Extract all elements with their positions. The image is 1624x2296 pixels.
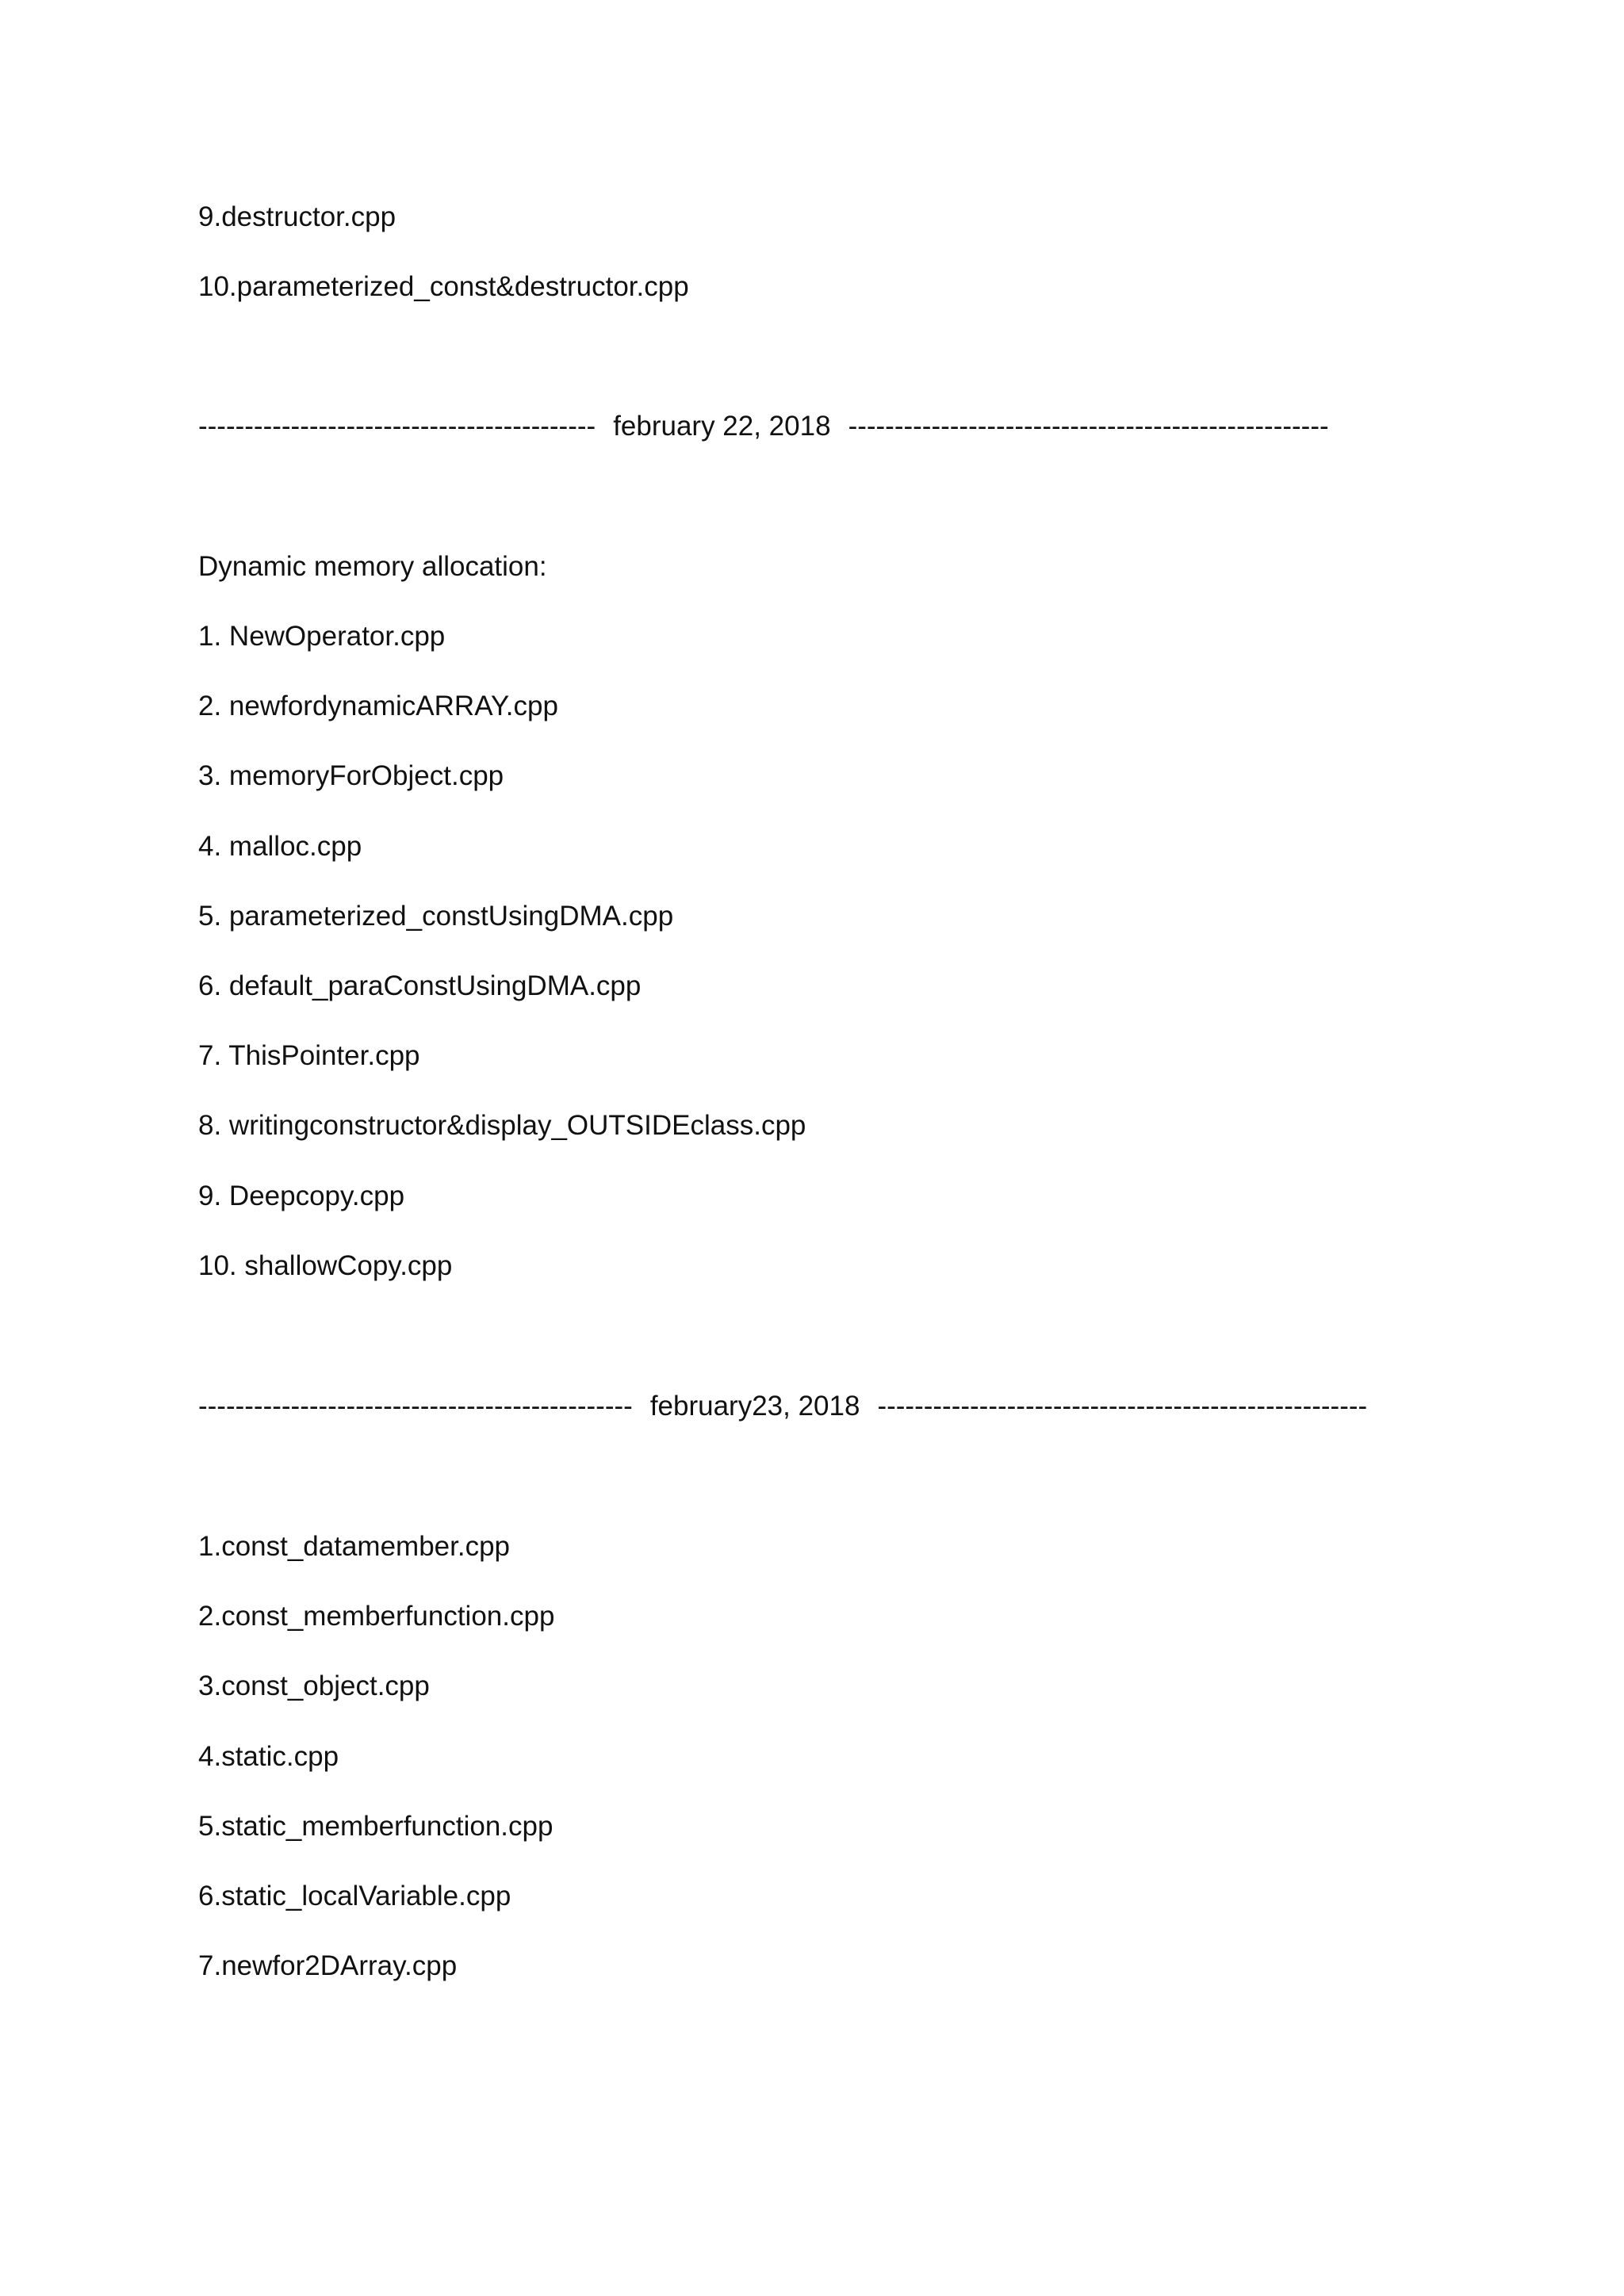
list-item: 10. shallowCopy.cpp [198, 1250, 453, 1281]
divider-dashes-right: ---------------------------------------------------- [848, 411, 1329, 442]
list-item: 7. ThisPointer.cpp [198, 1040, 420, 1071]
divider-date: february 22, 2018 [613, 411, 831, 442]
list-item: 3. memoryForObject.cpp [198, 760, 504, 791]
section-heading: Dynamic memory allocation: [198, 551, 547, 582]
list-item: 8. writingconstructor&display_OUTSIDEclass.cpp [198, 1110, 806, 1141]
list-item: 10.parameterized_const&destructor.cpp [198, 271, 689, 302]
divider-dashes-left: ------------------------------------------- [198, 411, 596, 442]
divider-date: february23, 2018 [649, 1391, 860, 1422]
date-divider [198, 409, 1329, 444]
list-item: 7.newfor2DArray.cpp [198, 1950, 458, 1981]
list-item: 1. NewOperator.cpp [198, 621, 446, 652]
list-item: 4. malloc.cpp [198, 831, 362, 862]
list-item: 9.destructor.cpp [198, 201, 396, 232]
list-item: 6.static_localVariable.cpp [198, 1881, 511, 1911]
list-item: 5. parameterized_constUsingDMA.cpp [198, 901, 674, 932]
divider-dashes-left: ----------------------------------------------- [198, 1391, 633, 1422]
list-item: 5.static_memberfunction.cpp [198, 1811, 553, 1842]
list-item: 3.const_object.cpp [198, 1670, 430, 1701]
list-item: 2.const_memberfunction.cpp [198, 1601, 555, 1632]
list-item: 4.static.cpp [198, 1741, 339, 1772]
list-item: 6. default_paraConstUsingDMA.cpp [198, 970, 642, 1001]
list-item: 2. newfordynamicARRAY.cpp [198, 691, 558, 721]
divider-dashes-right: ----------------------------------------------------- [877, 1391, 1368, 1422]
list-item: 9. Deepcopy.cpp [198, 1181, 405, 1211]
date-divider [198, 1389, 1367, 1424]
list-item: 1.const_datamember.cpp [198, 1531, 511, 1562]
